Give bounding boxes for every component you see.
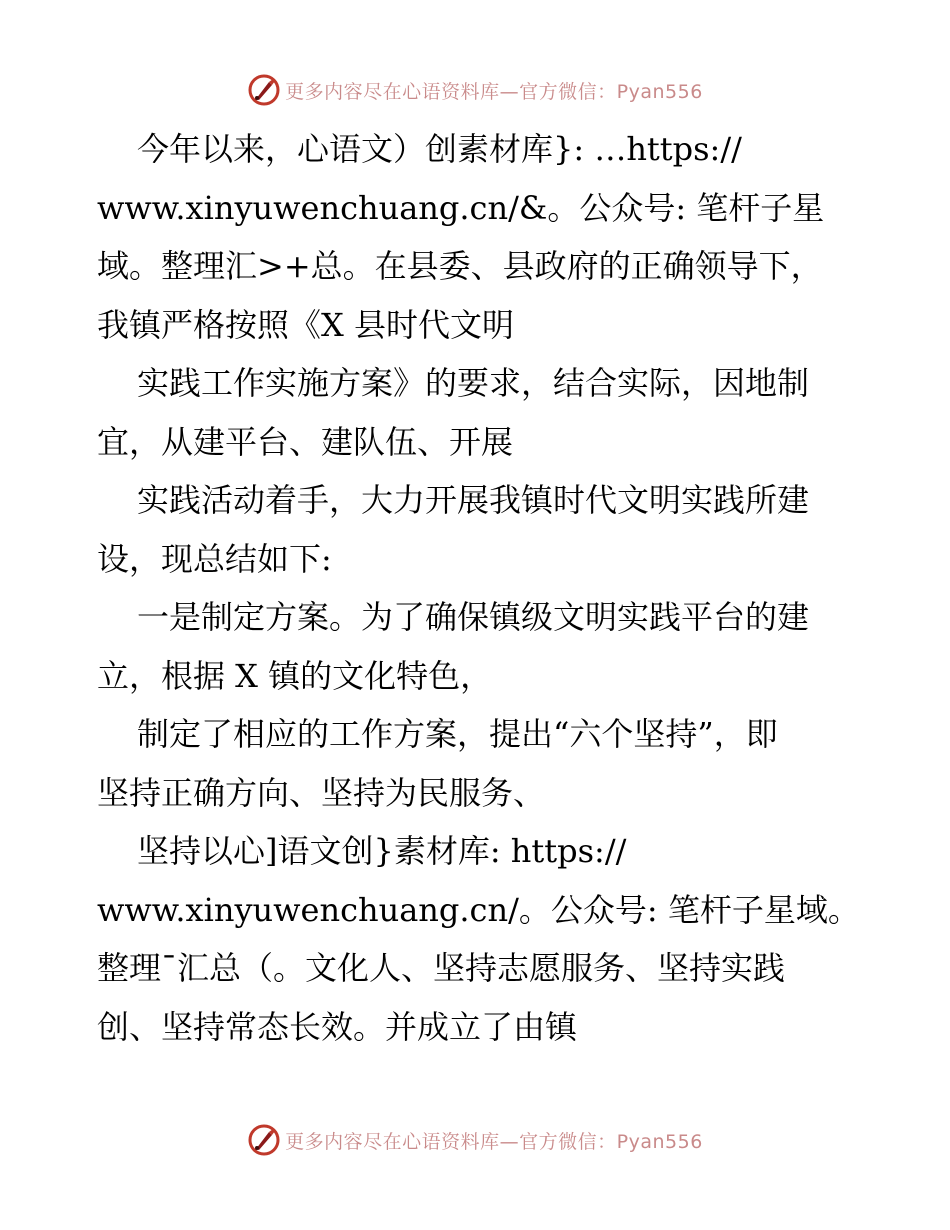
text-line: 坚持以心]语文创}素材库: https:// xyxy=(137,832,627,870)
text-line: www.xinyuwenchuang.cn/&。公众号: 笔杆子星 xyxy=(97,188,825,227)
text-line: 制定了相应的工作方案，提出“六个坚持”，即 xyxy=(137,715,778,753)
text-line: 实践活动着手，大力开展我镇时代文明实践所建 xyxy=(137,481,810,519)
text-line: 宜，从建平台、建队伍、开展 xyxy=(97,422,514,461)
text-line: 我镇严格按照《X 县时代文明 xyxy=(97,305,514,344)
quill-pen-logo-icon xyxy=(247,73,281,107)
text-line: 创、坚持常态长效。并成立了由镇 xyxy=(97,1007,578,1046)
text-line: 今年以来，心语文）创素材库}: …https:// xyxy=(137,130,742,168)
text-line: 设，现总结如下: xyxy=(97,539,332,578)
header-watermark-text: 更多内容尽在心语资料库—官方微信：Pyan556 xyxy=(285,80,703,103)
text-line: 一是制定方案。为了确保镇级文明实践平台的建 xyxy=(137,598,810,636)
footer-watermark-banner xyxy=(0,1118,950,1162)
text-line: 整理¯汇总（。文化人、坚持志愿服务、坚持实践 xyxy=(97,949,786,987)
text-line: 立，根据 X 镇的文化特色， xyxy=(97,656,493,695)
text-line: 坚持正确方向、坚持为民服务、 xyxy=(97,773,546,812)
quill-pen-logo-icon xyxy=(247,1123,281,1157)
document-body xyxy=(97,120,867,1056)
header-watermark-banner xyxy=(0,68,950,112)
footer-watermark-text: 更多内容尽在心语资料库—官方微信：Pyan556 xyxy=(285,1130,703,1153)
text-line: 实践工作实施方案》的要求，结合实际，因地制 xyxy=(137,364,810,402)
text-line: www.xinyuwenchuang.cn/。公众号: 笔杆子星域。 xyxy=(97,890,860,929)
text-line: 域。整理汇>+总。在县委、县政府的正确领导下， xyxy=(97,247,823,285)
